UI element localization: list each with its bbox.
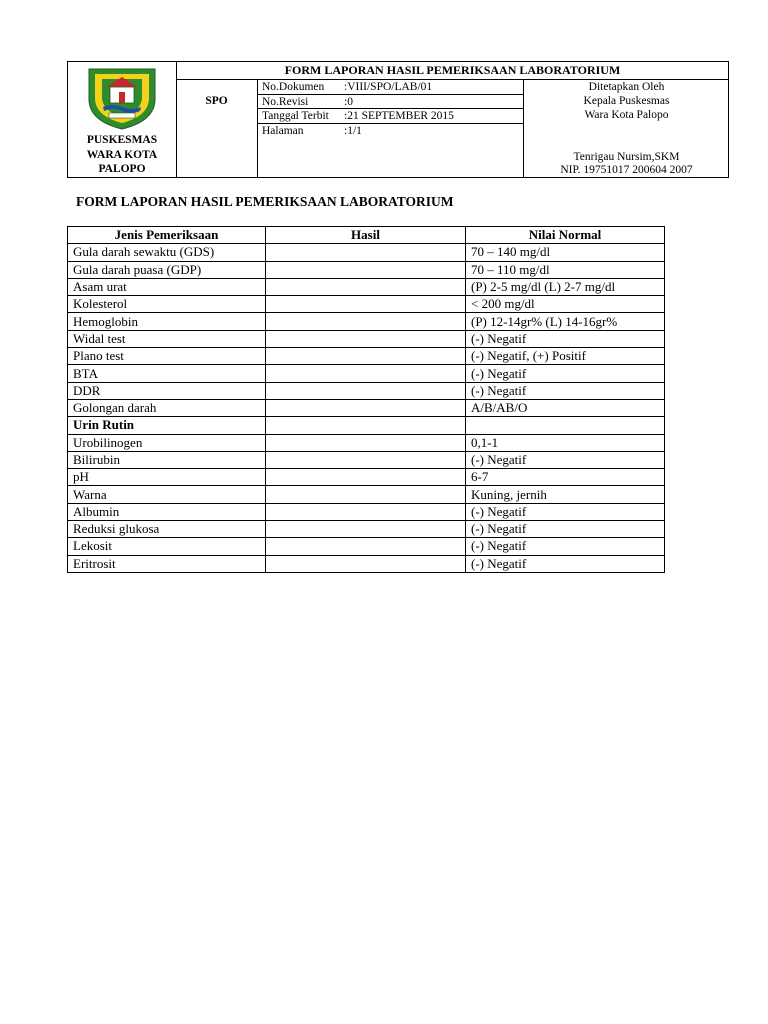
table-row bbox=[68, 313, 665, 330]
cell-hasil[interactable] bbox=[266, 417, 466, 434]
table-row bbox=[68, 555, 665, 572]
cell-jenis-pemeriksaan: Gula darah sewaktu (GDS) bbox=[68, 244, 266, 261]
cell-jenis-pemeriksaan: Plano test bbox=[68, 348, 266, 365]
table-row bbox=[68, 451, 665, 468]
cell-jenis-pemeriksaan: Golongan darah bbox=[68, 399, 266, 416]
column-header-jenis: Jenis Pemeriksaan bbox=[68, 227, 266, 244]
table-row bbox=[68, 399, 665, 416]
cell-jenis-pemeriksaan: Eritrosit bbox=[68, 555, 266, 572]
table-row bbox=[68, 503, 665, 520]
cell-jenis-pemeriksaan: Kolesterol bbox=[68, 296, 266, 313]
signer-name: Tenrigau Nursim,SKM bbox=[573, 151, 680, 163]
approval-line-2: Kepala Puskesmas bbox=[583, 95, 670, 107]
cell-jenis-pemeriksaan: Urin Rutin bbox=[68, 417, 266, 434]
cell-jenis-pemeriksaan: Reduksi glukosa bbox=[68, 521, 266, 538]
cell-hasil[interactable] bbox=[266, 451, 466, 468]
organization-name: PUSKESMAS WARA KOTA PALOPO bbox=[86, 134, 158, 175]
cell-hasil[interactable] bbox=[266, 503, 466, 520]
issue-date-field: Tanggal Terbit :21 SEPTEMBER 2015 bbox=[262, 110, 454, 122]
table-row bbox=[68, 278, 665, 295]
page-field: Halaman :1/1 bbox=[262, 125, 362, 137]
revision-field: No.Revisi :0 bbox=[262, 96, 353, 108]
cell-nilai-normal: 0,1-1 bbox=[466, 434, 665, 451]
table-row bbox=[68, 296, 665, 313]
table-row bbox=[68, 538, 665, 555]
cell-jenis-pemeriksaan: Albumin bbox=[68, 503, 266, 520]
cell-jenis-pemeriksaan: BTA bbox=[68, 365, 266, 382]
cell-jenis-pemeriksaan: DDR bbox=[68, 382, 266, 399]
cell-hasil[interactable] bbox=[266, 469, 466, 486]
cell-jenis-pemeriksaan: Widal test bbox=[68, 330, 266, 347]
document-title: FORM LAPORAN HASIL PEMERIKSAAN LABORATORIUM bbox=[76, 194, 454, 209]
cell-jenis-pemeriksaan: Lekosit bbox=[68, 538, 266, 555]
cell-hasil[interactable] bbox=[266, 382, 466, 399]
cell-jenis-pemeriksaan: Hemoglobin bbox=[68, 313, 266, 330]
table-row bbox=[68, 486, 665, 503]
cell-hasil[interactable] bbox=[266, 313, 466, 330]
cell-hasil[interactable] bbox=[266, 538, 466, 555]
cell-hasil[interactable] bbox=[266, 261, 466, 278]
table-row bbox=[68, 365, 665, 382]
table-header-row bbox=[68, 227, 665, 244]
cell-nilai-normal: (-) Negatif bbox=[466, 503, 665, 520]
cell-jenis-pemeriksaan: Urobilinogen bbox=[68, 434, 266, 451]
cell-nilai-normal: (P) 12-14gr% (L) 14-16gr% bbox=[466, 313, 665, 330]
approval-line-1: Ditetapkan Oleh bbox=[588, 81, 665, 93]
cell-nilai-normal bbox=[466, 417, 665, 434]
table-row bbox=[68, 382, 665, 399]
table-row bbox=[68, 244, 665, 261]
doc-number-field: No.Dokumen :VIII/SPO/LAB/01 bbox=[262, 81, 433, 93]
table-row bbox=[68, 261, 665, 278]
cell-hasil[interactable] bbox=[266, 348, 466, 365]
cell-hasil[interactable] bbox=[266, 486, 466, 503]
cell-nilai-normal: Kuning, jernih bbox=[466, 486, 665, 503]
cell-hasil[interactable] bbox=[266, 365, 466, 382]
logo-cell bbox=[68, 62, 176, 177]
cell-nilai-normal: (-) Negatif bbox=[466, 538, 665, 555]
cell-jenis-pemeriksaan: Bilirubin bbox=[68, 451, 266, 468]
cell-nilai-normal: (-) Negatif bbox=[466, 382, 665, 399]
cell-hasil[interactable] bbox=[266, 521, 466, 538]
cell-jenis-pemeriksaan: Gula darah puasa (GDP) bbox=[68, 261, 266, 278]
puskesmas-logo bbox=[85, 65, 159, 131]
cell-hasil[interactable] bbox=[266, 244, 466, 261]
table-row bbox=[68, 434, 665, 451]
cell-jenis-pemeriksaan: pH bbox=[68, 469, 266, 486]
cell-jenis-pemeriksaan: Asam urat bbox=[68, 278, 266, 295]
cell-nilai-normal: < 200 mg/dl bbox=[466, 296, 665, 313]
cell-nilai-normal: (-) Negatif bbox=[466, 451, 665, 468]
cell-hasil[interactable] bbox=[266, 399, 466, 416]
cell-nilai-normal: 70 – 140 mg/dl bbox=[466, 244, 665, 261]
table-row bbox=[68, 521, 665, 538]
cell-hasil[interactable] bbox=[266, 278, 466, 295]
header-form-title: FORM LAPORAN HASIL PEMERIKSAAN LABORATORIUM bbox=[284, 63, 621, 77]
cell-hasil[interactable] bbox=[266, 434, 466, 451]
cell-hasil[interactable] bbox=[266, 330, 466, 347]
cell-nilai-normal: (P) 2-5 mg/dl (L) 2-7 mg/dl bbox=[466, 278, 665, 295]
cell-nilai-normal: (-) Negatif bbox=[466, 365, 665, 382]
cell-jenis-pemeriksaan: Warna bbox=[68, 486, 266, 503]
cell-hasil[interactable] bbox=[266, 555, 466, 572]
lab-results-table bbox=[67, 226, 665, 573]
table-row bbox=[68, 417, 665, 434]
cell-nilai-normal: (-) Negatif bbox=[466, 330, 665, 347]
cell-nilai-normal: A/B/AB/O bbox=[466, 399, 665, 416]
cell-nilai-normal: (-) Negatif, (+) Positif bbox=[466, 348, 665, 365]
cell-nilai-normal: (-) Negatif bbox=[466, 555, 665, 572]
table-row bbox=[68, 469, 665, 486]
signer-nip: NIP. 19751017 200604 2007 bbox=[560, 164, 693, 176]
cell-nilai-normal: 70 – 110 mg/dl bbox=[466, 261, 665, 278]
table-row bbox=[68, 330, 665, 347]
cell-hasil[interactable] bbox=[266, 296, 466, 313]
approval-line-3: Wara Kota Palopo bbox=[584, 109, 669, 121]
document-header bbox=[67, 61, 729, 178]
table-row bbox=[68, 348, 665, 365]
column-header-nilai-normal: Nilai Normal bbox=[466, 227, 665, 244]
cell-nilai-normal: 6-7 bbox=[466, 469, 665, 486]
spo-label: SPO bbox=[205, 95, 228, 107]
cell-nilai-normal: (-) Negatif bbox=[466, 521, 665, 538]
column-header-hasil: Hasil bbox=[266, 227, 466, 244]
